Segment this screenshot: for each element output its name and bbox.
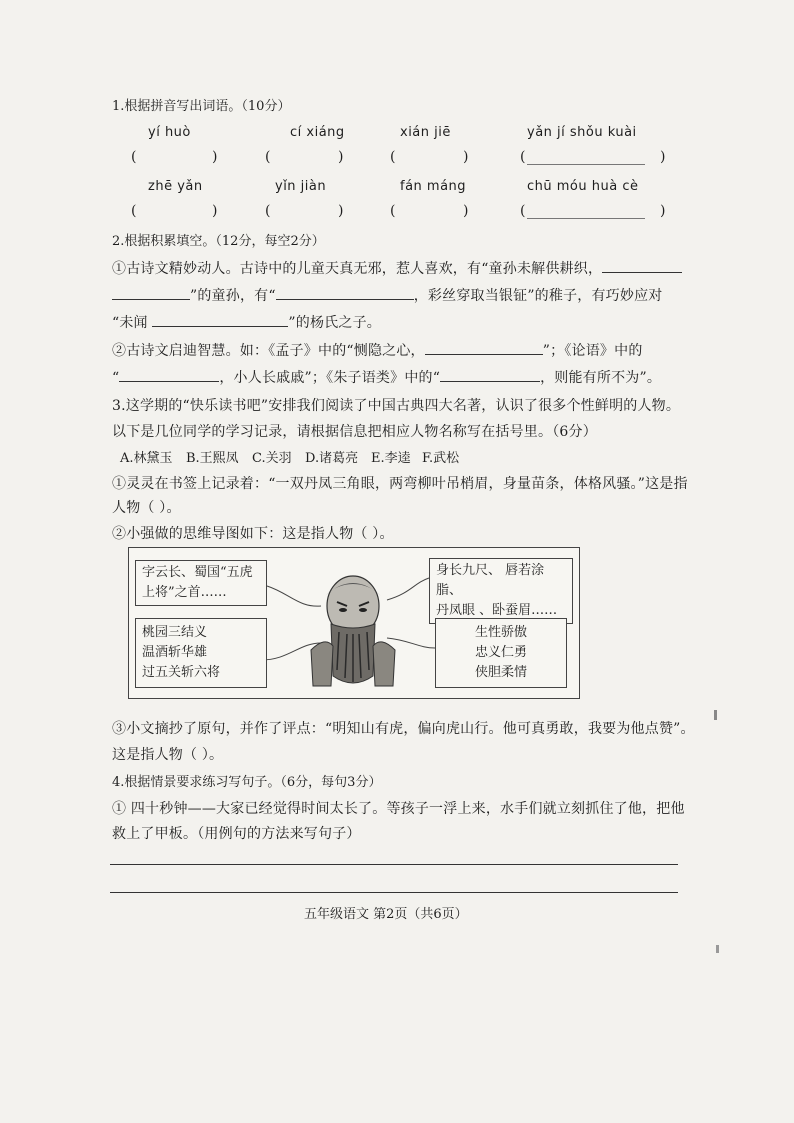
- scan-mark: [716, 945, 719, 953]
- option-d: D.诸葛亮: [305, 451, 359, 466]
- pinyin-8: chū móu huà cè: [527, 179, 639, 194]
- pinyin-6: yǐn jiàn: [275, 179, 327, 194]
- pinyin-7: fán máng: [400, 179, 467, 194]
- q2-line3: “未闻 ”的杨氏之子。: [112, 312, 381, 332]
- option-b: B.王熙凤: [186, 451, 239, 466]
- q3-sub3-line2[interactable]: 这是指人物（ ）。: [112, 747, 224, 763]
- q1-title: 1.根据拼音写出词语。（10分）: [112, 99, 291, 114]
- q2-line5: “ ，小人长戚戚”；《朱子语类》中的“ ，则能有所不为”。: [112, 367, 661, 387]
- answer-box-3[interactable]: (: [390, 149, 396, 165]
- scan-mark: [714, 710, 717, 720]
- mind-map-box-top-left: 字云长、蜀国“五虎 上将”之首……: [135, 560, 267, 606]
- answer-box-1[interactable]: (: [131, 149, 137, 165]
- page-footer: 五年级语文 第2页（共6页）: [304, 907, 468, 922]
- fill-blank-1[interactable]: [602, 258, 682, 273]
- q3-sub1-line2[interactable]: 人物（ ）。: [112, 500, 181, 516]
- q4-sub1-line2: 救上了甲板。（用例句的方法来写句子）: [112, 826, 361, 842]
- q3-intro-2: 以下是几位同学的学习记录，请根据信息把相应人物名称写在括号里。（6分）: [112, 424, 597, 440]
- mind-map-box-bottom-left: 桃园三结义 温酒斩华雄 过五关斩六将: [135, 618, 267, 688]
- q2-line4: ②古诗文启迪智慧。如：《孟子》中的“恻隐之心， ”；《论语》中的: [112, 340, 643, 360]
- q4-sub1-line1: ① 四十秒钟——大家已经觉得时间太长了。等孩子一浮上来，水手们就立刻抓住了他，把他: [112, 801, 685, 817]
- guan-yu-portrait-icon: [307, 566, 399, 692]
- q2-line1: ①古诗文精妙动人。古诗中的儿童天真无邪，惹人喜欢，有“童孙未解供耕织，: [112, 258, 682, 278]
- pinyin-3: xián jiē: [400, 125, 451, 140]
- fill-blank-3[interactable]: [152, 312, 288, 327]
- q2-title: 2.根据积累填空。（12分，每空2分）: [112, 234, 325, 249]
- mind-map-box-top-right: 身长九尺、 唇若涂脂、 丹凤眼 、卧蚕眉……: [429, 558, 573, 624]
- answer-box-7[interactable]: (: [390, 203, 396, 219]
- option-a: A.林黛玉: [120, 451, 173, 466]
- option-c: C.关羽: [252, 451, 292, 466]
- q2-line2: ”的童孙，有“ ，彩丝穿取当银钲”的稚子，有巧妙应对: [112, 285, 662, 305]
- answer-box-4[interactable]: (: [520, 149, 526, 165]
- mind-map: [128, 547, 580, 699]
- answer-box-5[interactable]: (: [131, 203, 137, 219]
- fill-blank-1b[interactable]: [112, 285, 190, 300]
- answer-line-2[interactable]: [110, 892, 678, 893]
- mind-map-box-bottom-right: 生性骄傲 忠义仁勇 侠胆柔情: [435, 618, 567, 688]
- fill-blank-5[interactable]: [119, 367, 219, 382]
- q3-intro-1: 3.这学期的“快乐读书吧”安排我们阅读了中国古典四大名著，认识了很多个性鲜明的人物。: [112, 398, 681, 414]
- exam-page: 1.根据拼音写出词语。（10分） yí huò cí xiáng xián jiē yǎn jí shǒu kuài ( ) ( ) ( ) ( ) zhē yǎn yǐn jiàn fán máng chū móu huà cè ( ) ( ) ( ) ( ) 2.根据积累填空。（12分，每空2分） ①古诗文精妙动人。古诗中的儿童天真无邪，惹人喜欢，有“童孙未解供耕织， ”的童孙，有“ ，彩丝穿取当银钲”的稚子，有巧妙应对 “未闻 ”的杨氏之子。 ②古诗文启迪智慧。如：《孟子》中的“恻隐之心， ”；《论语》中的 “ ，小人长戚戚”；《朱子语类》中的“ ，则能有所不为”。 3.这学期的“快乐读书吧”安排我们阅读了中国古典四大名著，认识了很多个性鲜明的人物。 以下是几位同学的学习记录，请根据信息把相应人物名称写在括号里。（6分） A.林黛玉 B.王熙凤 C.关羽 D.诸葛亮 E.李逵 F.武松 ①灵灵在书签上记录着：“一双丹凤三角眼，两弯柳叶吊梢眉，身量苗条，体格风骚。”这是指 人物（ ）。 ②小强做的思维导图如下：这是指人物（ ）。 字云长、蜀国“五虎 上将”之首…… 桃园三结义 温酒斩华雄 过五关斩六将 身长九尺、 唇若涂脂、 丹凤眼 、卧蚕眉…… 生性骄傲 忠义仁勇 侠胆柔情 ③小文摘抄了原句，并作了评点：“明知山有虎，偏向虎山行。他可真勇敢，我要为他点赞”。 这是指人物（ ）。 4.根据情景要求练习写句子。（6分，每句3分） ① 四十秒钟——大家已经觉得时间太长了。等孩子一浮上来，水手们就立刻抓住了他，把他 救上了甲板。（用例句的方法来写句子） 五年级语文 第2页（共6页）: [0, 0, 794, 1123]
- answer-box-6[interactable]: (: [265, 203, 271, 219]
- answer-line-1[interactable]: [110, 864, 678, 865]
- fill-blank-4[interactable]: [425, 340, 543, 355]
- q3-sub2[interactable]: ②小强做的思维导图如下：这是指人物（ ）。: [112, 526, 394, 542]
- q3-sub3-line1: ③小文摘抄了原句，并作了评点：“明知山有虎，偏向虎山行。他可真勇敢，我要为他点赞”。: [112, 721, 695, 737]
- fill-blank-6[interactable]: [440, 367, 540, 382]
- q3-sub1-line1: ①灵灵在书签上记录着：“一双丹凤三角眼，两弯柳叶吊梢眉，身量苗条，体格风骚。”这是指: [112, 476, 688, 492]
- pinyin-2: cí xiáng: [290, 125, 345, 140]
- fill-blank-2[interactable]: [276, 285, 414, 300]
- q4-title: 4.根据情景要求练习写句子。（6分，每句3分）: [112, 775, 382, 790]
- option-e: E.李逵: [371, 451, 411, 466]
- answer-box-8[interactable]: (: [520, 203, 526, 219]
- option-f: F.武松: [422, 451, 460, 466]
- pinyin-1: yí huò: [148, 125, 191, 140]
- pinyin-5: zhē yǎn: [148, 179, 203, 194]
- pinyin-4: yǎn jí shǒu kuài: [527, 125, 637, 140]
- answer-box-2[interactable]: (: [265, 149, 271, 165]
